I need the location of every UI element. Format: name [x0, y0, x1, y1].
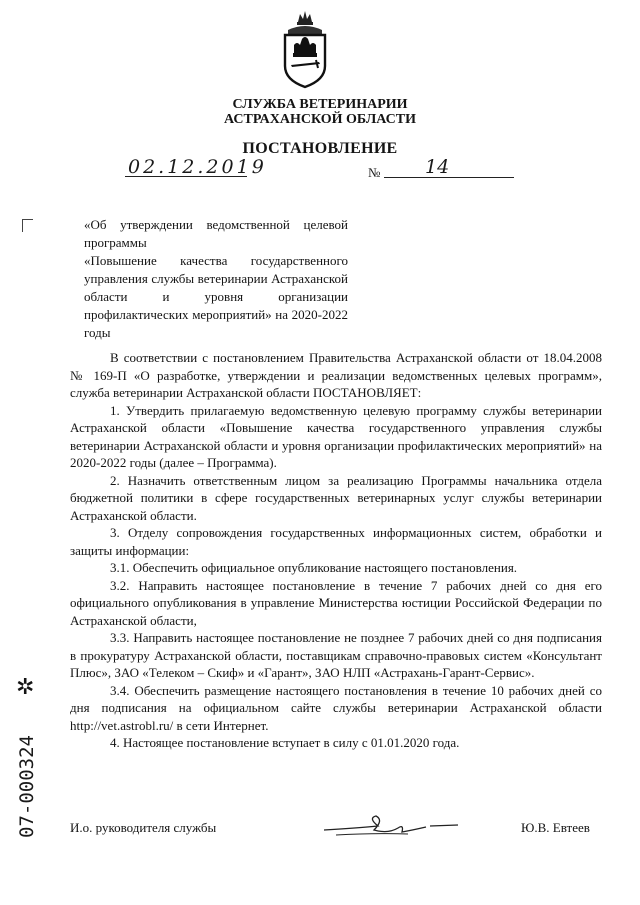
- registration-number-text: 07-000324: [16, 735, 38, 838]
- document-subject: [84, 216, 348, 342]
- body-item: 3.4. Обеспечить размещение настоящего постановления в течение 10 рабочих дней со дня подписания на официальном сайте службы ветеринарии Астраханской области http://vet.astrobl.ru/ в сети Интернет.: [70, 682, 602, 733]
- body-item: 3.3. Направить настоящее постановление не позднее 7 рабочих дней со дня подписания в прокуратуру Астраханской области, поставщикам справочно-правовых систем «Консультант Плюс», ЗАО «Телеком – Скиф» и «Гарант», ЗАО НЛП «Астрахань-Гарант-Сервис».: [70, 630, 602, 680]
- date-underline: [125, 176, 247, 177]
- handwritten-date: 02.12.2019: [128, 156, 267, 178]
- asterisk-mark-icon: ✲: [16, 674, 35, 699]
- number-underline: [384, 177, 514, 178]
- body-item: 1. Утвердить прилагаемую ведомственную целевую программу службы ветеринарии Астраханской области «Повышение качества государственного управления службы ветеринарии Астраханской области и уровня организации профилактических мероприятий» на 2020-2022 годы (далее – Программа).: [70, 402, 602, 470]
- signatory-name: Ю.В. Евтеев: [521, 820, 590, 835]
- body-item: 3. Отделу сопровождения государственных информационных систем, обработки и защиты информации:: [70, 525, 602, 558]
- subject-line: «Об утверждении ведомственной целевой программы: [84, 217, 348, 250]
- body-item: 4. Настоящее постановление вступает в силу с 01.01.2020 года.: [110, 735, 460, 750]
- body-item: 2. Назначить ответственным лицом за реализацию Программы начальника отдела бюджетной политики в сфере государственных ветеринарных услуг службы ветеринарии Астраханской области.: [70, 472, 602, 523]
- body-preamble: В соответствии с постановлением Правительства Астраханской области от 18.04.2008 № 169-П «О разработке, утверждении и реализации ведомственных целевых программ», служба ветеринарии Астраханской области ПОСТАНОВЛЯЕТ:: [70, 350, 602, 400]
- registration-number-stamp: [14, 714, 38, 839]
- subject-line: «Повышение качества государственного управления службы ветеринарии Астраханской области и уровня организации профилактических мероприятий» на 2020-2022 годы: [84, 253, 348, 340]
- handwritten-signature: [318, 808, 478, 844]
- organization-name-line1: СЛУЖБА ВЕТЕРИНАРИИ: [232, 97, 408, 112]
- organization-name-line2: АСТРАХАНСКОЙ ОБЛАСТИ: [223, 112, 416, 127]
- body-item: 3.1. Обеспечить официальное опубликование настоящего постановления.: [110, 560, 518, 575]
- number-label: №: [368, 165, 381, 180]
- document-body: [70, 349, 602, 752]
- coat-of-arms-emblem: [280, 8, 330, 90]
- corner-bracket-mark: [22, 219, 33, 232]
- document-type-title: ПОСТАНОВЛЕНИЕ: [242, 140, 398, 157]
- body-item: 3.2. Направить настоящее постановление в течение 7 рабочих дней со дня его официального опубликования в управление Министерства юстиции Российской Федерации по Астраханской области,: [70, 577, 602, 628]
- signatory-role: И.о. руководителя службы: [70, 820, 217, 835]
- handwritten-number: 14: [425, 156, 450, 178]
